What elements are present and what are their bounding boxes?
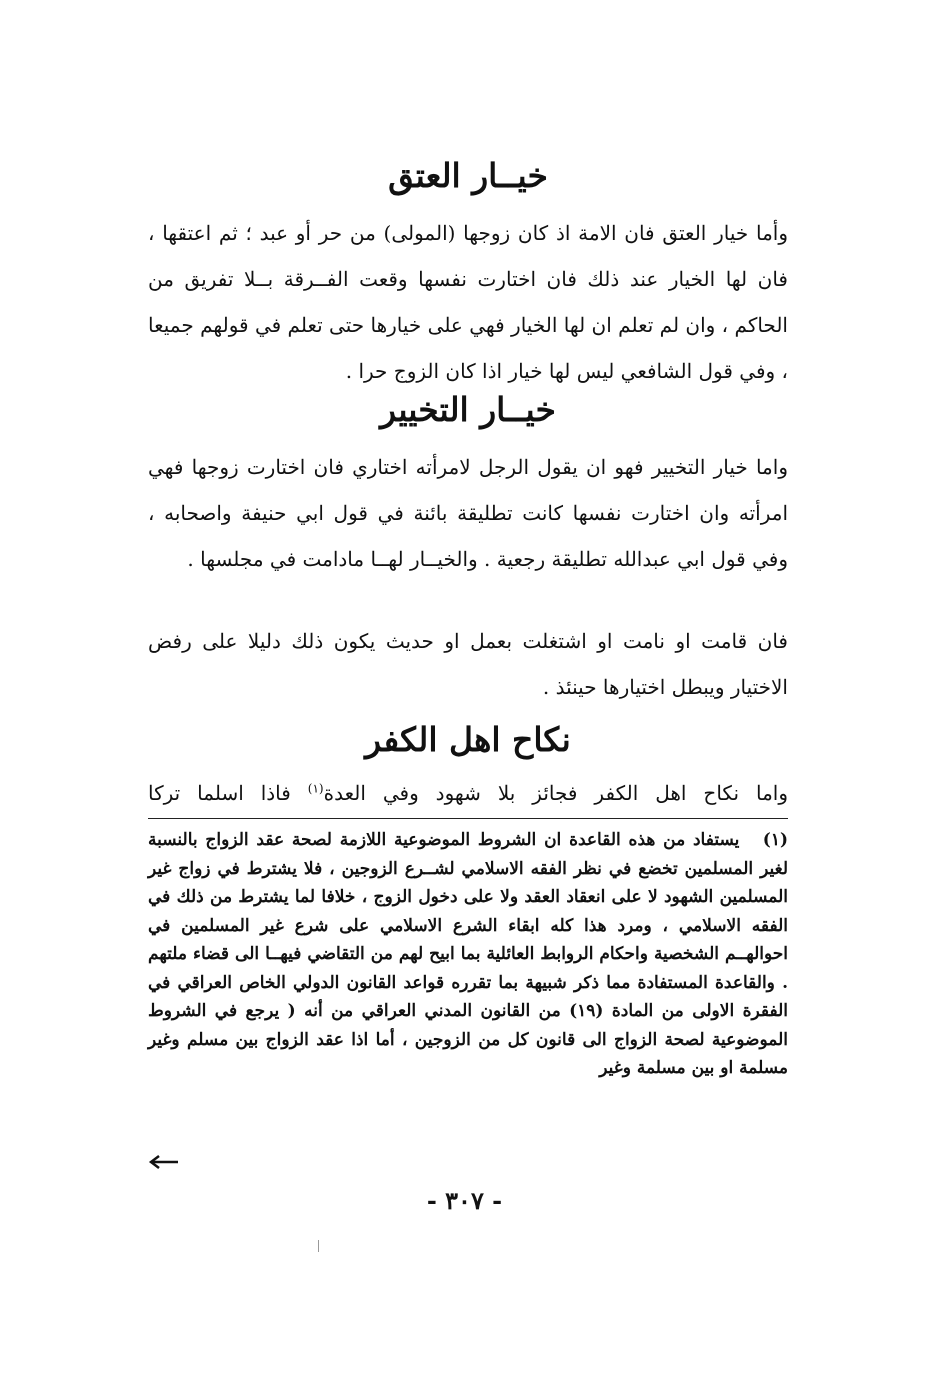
section-heading: خيــار التخيير (380, 390, 556, 429)
section-heading: خيــار العتق (388, 156, 548, 195)
footnote (148, 826, 788, 1083)
footnote-reference[interactable]: (١) (307, 781, 324, 796)
footnote-marker: (١) (762, 830, 788, 850)
footnote-separator (148, 818, 788, 819)
section-nikah-ahl-al-kufr (148, 718, 788, 762)
section-body (148, 210, 788, 394)
section-body (148, 444, 788, 582)
section-body (148, 618, 788, 710)
paragraph-text-tail: فاذا اسلما تركا (148, 781, 291, 805)
section-heading: نكاح اهل الكفر (365, 720, 571, 759)
section-khiyar-al-takhyir (148, 388, 788, 432)
page-number: - ٣٠٧ - (426, 1186, 503, 1215)
paragraph: واما خيار التخيير فهو ان يقول الرجل لامرأته اختاري فان اختارت زوجها فهي امرأته وان اختارت نفسها كانت تطليقة بائنة في قول ابي حنيفة واصحابه ، وفي قول ابي عبدالله تطليقة رجعية . والخيــار لهــا مادامت في مجلسها . (148, 455, 788, 571)
paragraph: وأما خيار العتق فان الامة اذ كان زوجها (المولى) من حر أو عبد ؛ ثم اعتقها ، فان لها الخيار عند ذلك فان اختارت نفسها وقعت الفــرقة بــلا تفريق من الحاكم ، وان لم تعلم ان لها الخيار فهي على خيارها حتى تعلم في قولهم جميعا ، وفي قول الشافعي ليس لها خيار اذا كان الزوج حرا . (148, 221, 788, 383)
paragraph: فان قامت او نامت او اشتغلت بعمل او حديث يكون ذلك دليلا على رفض الاختيار ويبطل اختيارها حينئذ . (148, 629, 788, 699)
footnote-body: يستفاد من هذه القاعدة ان الشروط الموضوعية اللازمة لصحة عقد الزواج بالنسبة لغير المسلمين تخضع في نظر الفقه الاسلامي لشــرع الزوجين ، فلا يشترط في زواج غير المسلمين الشهود لا على انعقاد العقد ولا على دخول الزوج ، خلافا لما يشترط من ذلك في الفقه الاسلامي ، ومرد هذا كله ابقاء الشرع الاسلامي على شرع غير المسلمين في احوالهــم الشخصية واحكام الروابط العائلية بما ابيح لهم من التقاضي فيهــا الى قضاء ملتهم . والقاعدة المستفادة مما ذكر شبيهة بما تقرره قواعد القانون الدولي الخاص العراقي في الفقرة الاولى من المادة (١٩) من القانون المدني العراقي من أنه ( يرجع في الشروط الموضوعية لصحة الزواج الى قانون كل من الزوجين ، أما اذا عقد الزواج بين مسلم وغير مسلمة او بين مسلمة وغير (148, 830, 788, 1078)
scan-speck (318, 1240, 319, 1252)
continuation-arrow-icon (148, 1152, 180, 1172)
paragraph (148, 770, 788, 816)
footnote-text (148, 826, 788, 1083)
paragraph-text: واما نكاح اهل الكفر فجائز بلا شهود وفي العدة (323, 781, 788, 805)
section-body (148, 770, 788, 816)
section-khiyar-al-itq (148, 154, 788, 198)
